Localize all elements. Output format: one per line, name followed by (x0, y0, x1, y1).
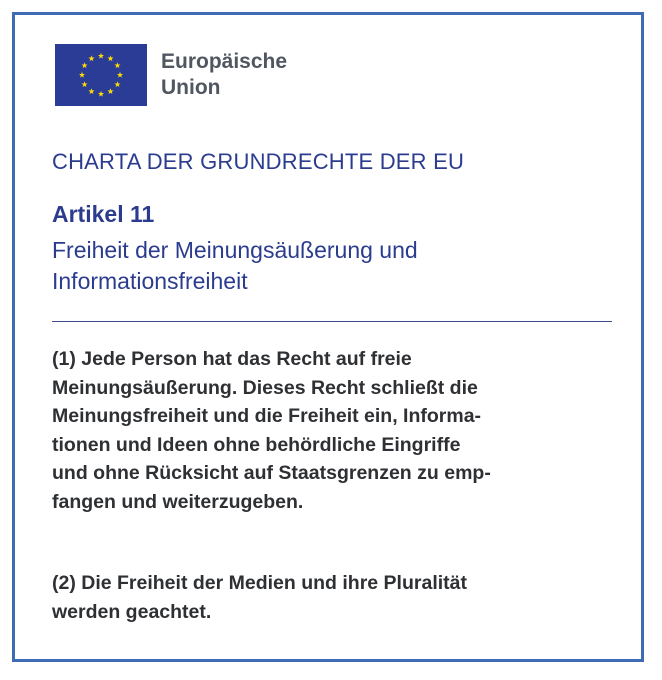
logo-wordmark (161, 49, 287, 101)
paragraph-line: und ohne Rücksicht auf Staatsgrenzen zu emp- (52, 462, 491, 485)
charter-title: CHARTA DER GRUNDRECHTE DER EU (52, 149, 465, 174)
article-title-line: Freiheit der Meinungsäußerung und (52, 237, 418, 263)
paragraph-1 (52, 345, 622, 517)
eu-flag-icon (55, 44, 147, 106)
charter-card (12, 12, 644, 662)
article-title-line: Informationsfreiheit (52, 268, 248, 294)
paragraph-line: tionen und Ideen ohne behördliche Eingriffe (52, 433, 461, 456)
paragraph-line: (2) Die Freiheit der Medien und ihre Pluralität (52, 572, 467, 594)
paragraph-line: fangen und weiterzugeben. (52, 490, 304, 513)
logo-line-2: Union (161, 76, 221, 99)
article-number: Artikel 11 (52, 201, 155, 227)
article-title (52, 235, 612, 297)
divider (52, 321, 612, 322)
logo-line-1: Europäische (161, 50, 288, 73)
paragraph-line: Meinungsfreiheit und die Freiheit ein, Informa- (52, 405, 482, 428)
paragraph-2 (52, 569, 622, 626)
paragraph-line: werden geachtet. (52, 600, 212, 623)
paragraph-line: Meinungsäußerung. Dieses Recht schließt die (52, 376, 478, 399)
eu-logo (55, 44, 287, 106)
paragraph-line: (1) Jede Person hat das Recht auf freie (52, 348, 412, 370)
